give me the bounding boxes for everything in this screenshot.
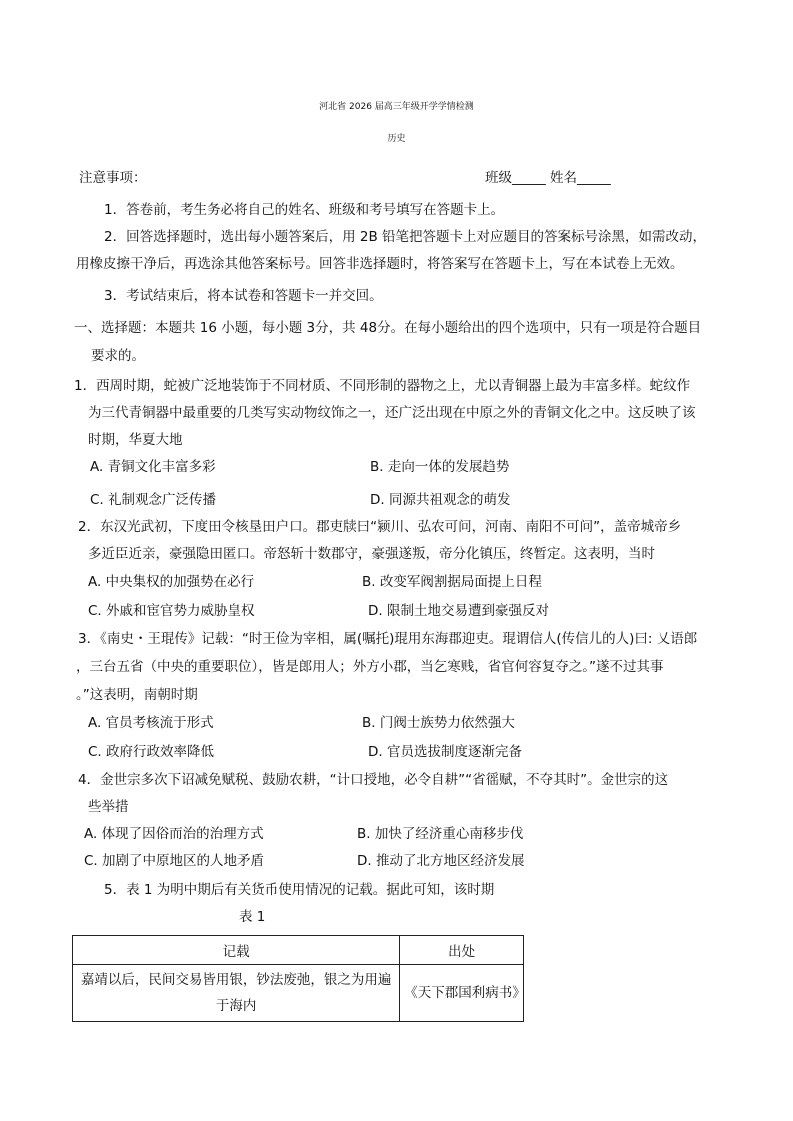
q4-stem-2: 些举措 [88, 799, 129, 815]
table-caption: 表 1 [239, 909, 266, 925]
notice-2: 2．回答选择题时，选出每小题答案后，用 2B 铅笔把答题卡上对应题目的答案标号涂黑，如需改动， [104, 229, 707, 245]
records-table [72, 935, 524, 1022]
q4-stem-1: 4．金世宗多次下诏减免赋税、鼓励农耕，“计口授地，必令自耕”“省徭赋，不夺其时”。金世宗的这 [78, 772, 669, 788]
q4-option-d: D. 推动了北方地区经济发展 [357, 853, 525, 869]
notice-1: 1．答卷前，考生务必将自己的姓名、班级和考号填写在答题卡上。 [104, 202, 505, 218]
section-heading: 一、选择题：本题共 16 小题，每小题 3分，共 48分。在每小题给出的四个选项中，只有一项是符合题目 [74, 320, 702, 336]
q1-option-d: D. 同源共祖观念的萌发 [370, 492, 511, 508]
table-header-record: 记载 [73, 936, 400, 965]
q1-stem-2: 为三代青铜器中最重要的几类写实动物纹饰之一，还广泛出现在中原之外的青铜文化之中。这反映了该 [88, 405, 696, 421]
q5-stem: 5．表 1 为明中期后有关货币使用情况的记载。据此可知，该时期 [104, 882, 495, 898]
q3-option-a: A. 官员考核流于形式 [88, 715, 214, 731]
q2-option-d: D. 限制土地交易遭到豪强反对 [368, 603, 549, 619]
q3-option-b: B. 门阀士族势力依然强大 [362, 715, 515, 731]
table-header-source: 出处 [400, 936, 524, 965]
q1-option-c: C. 礼制观念广泛传播 [90, 492, 217, 508]
q2-stem-2: 多近臣近亲，豪强隐田匿口。帝怒斩十数郡守，豪强遂叛，帝分化镇压，终暂定。这表明，当时 [88, 546, 655, 562]
q3-option-c: C. 政府行政效率降低 [88, 744, 215, 760]
q3-stem-2: ，三台五省（中央的重要职位），皆是郎用人；外方小郡，当乞寒贱，省官何容复夺之。”遂不过其事 [76, 659, 664, 675]
table-cell-source-text: 《天下郡国利病书》 [404, 985, 526, 1001]
q1-stem-3: 时期，华夏大地 [88, 432, 183, 448]
table-header-row [73, 936, 524, 965]
table-cell-record-text: 嘉靖以后，民间交易皆用银，钞法废弛，银之为用遍于海内 [80, 972, 392, 1014]
q2-stem-1: 2．东汉光武初，下度田令核垦田户口。郡吏牍曰“颍川、弘农可问，河南、南阳不可问”，盖帝城帝乡 [78, 519, 682, 535]
exam-title: 河北省 2026 届高三年级开学学情检测 [319, 102, 474, 112]
table-row [73, 965, 524, 1022]
notice-3: 3．考试结束后，将本试卷和答题卡一并交回。 [104, 288, 383, 304]
class-name-field: 班级_____ 姓名_____ [485, 170, 611, 186]
notice-2-cont: 用橡皮擦干净后，再选涂其他答案标号。回答非选择题时，将答案写在答题卡上，写在本试卷上无效。 [76, 256, 684, 272]
q2-option-a: A. 中央集权的加强势在必行 [88, 574, 255, 590]
q1-stem-1: 1．西周时期，蛇被广泛地装饰于不同材质、不同形制的器物之上，尤以青铜器上最为丰富多样。蛇纹作 [74, 378, 691, 394]
q4-option-b: B. 加快了经济重心南移步伐 [357, 826, 524, 842]
exam-subject: 历史 [387, 134, 406, 144]
q4-option-a: A. 体现了因俗而治的治理方式 [84, 826, 264, 842]
table-cell-source [400, 965, 524, 1022]
table-cell-record [73, 965, 400, 1022]
section-heading-cont: 要求的。 [91, 348, 145, 364]
q1-option-b: B. 走向一体的发展趋势 [370, 459, 510, 475]
q2-option-b: B. 改变军阀割据局面提上日程 [362, 574, 542, 590]
q3-stem-1: 3．《南史・王琨传》记载：“时王俭为宰相，属(嘱托)琨用东海郡迎吏。琨谓信人(传信儿的人)曰: 乂语郎 [78, 631, 698, 647]
q3-stem-3: 。”这表明，南朝时期 [76, 687, 198, 703]
q4-option-c: C. 加剧了中原地区的人地矛盾 [84, 853, 265, 869]
notice-label: 注意事项： [79, 170, 147, 186]
q3-option-d: D. 官员选拔制度逐渐完备 [368, 744, 522, 760]
q1-option-a: A. 青铜文化丰富多彩 [90, 459, 216, 475]
q2-option-c: C. 外戚和宦官势力威胁皇权 [88, 603, 255, 619]
